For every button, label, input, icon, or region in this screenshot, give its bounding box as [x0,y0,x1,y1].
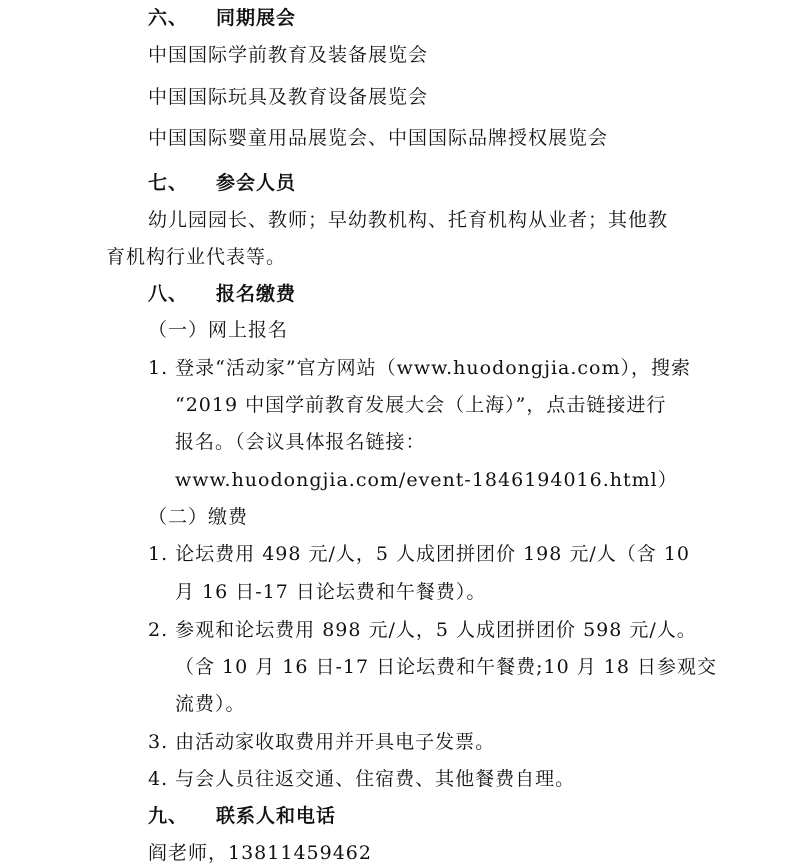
attendees-paragraph-line-1: 幼儿园园长、教师；早幼教机构、托育机构从业者；其他教 [148,209,669,231]
payment-item-2-line-3: 流费）。 [175,693,246,715]
exhibition-item-2: 中国国际玩具及教育设备展览会 [148,86,429,108]
section-9-heading [148,804,336,828]
section-7-number: 七、 [148,172,189,194]
attendees-paragraph-line-2: 育机构行业代表等。 [106,246,287,268]
exhibition-item-1: 中国国际学前教育及装备展览会 [148,44,429,66]
payment-item-1-line-1: 1. 论坛费用 498 元/人，5 人成团拼团价 198 元/人（含 10 [148,543,691,565]
registration-link: www.huodongjia.com/event-1846194016.html） [175,469,678,491]
section-9-number: 九、 [148,805,189,827]
payment-item-1-line-2: 月 16 日-17 日论坛费和午餐费）。 [175,581,487,603]
payment-item-2-line-1: 2. 参观和论坛费用 898 元/人，5 人成团拼团价 598 元/人。 [148,619,697,641]
online-registration-subheading: （一）网上报名 [148,319,289,341]
payment-item-3: 3. 由活动家收取费用并开具电子发票。 [148,731,496,753]
section-7-title: 参会人员 [216,172,297,194]
section-8-heading [148,282,296,306]
section-6-number: 六、 [148,7,189,29]
registration-step-1-line-2: “2019 中国学前教育发展大会（上海）”，点击链接进行 [175,394,667,416]
payment-subheading: （二）缴费 [148,506,249,528]
section-6-title: 同期展会 [216,7,297,29]
section-7-heading [148,171,296,195]
contact-info: 阎老师，13811459462 [148,842,372,864]
exhibition-item-3: 中国国际婴童用品展览会、中国国际品牌授权展览会 [148,127,609,149]
registration-step-1-line-3: 报名。（会议具体报名链接： [175,431,426,453]
section-8-title: 报名缴费 [216,283,297,305]
section-9-title: 联系人和电话 [216,805,337,827]
payment-item-4: 4. 与会人员往返交通、住宿费、其他餐费自理。 [148,768,576,790]
registration-step-1-line-1: 1. 登录“活动家”官方网站（www.huodongjia.com），搜索 [148,357,692,379]
section-8-number: 八、 [148,283,189,305]
section-6-heading [148,6,296,30]
payment-item-2-line-2: （含 10 月 16 日-17 日论坛费和午餐费;10 月 18 日参观交 [175,656,718,678]
